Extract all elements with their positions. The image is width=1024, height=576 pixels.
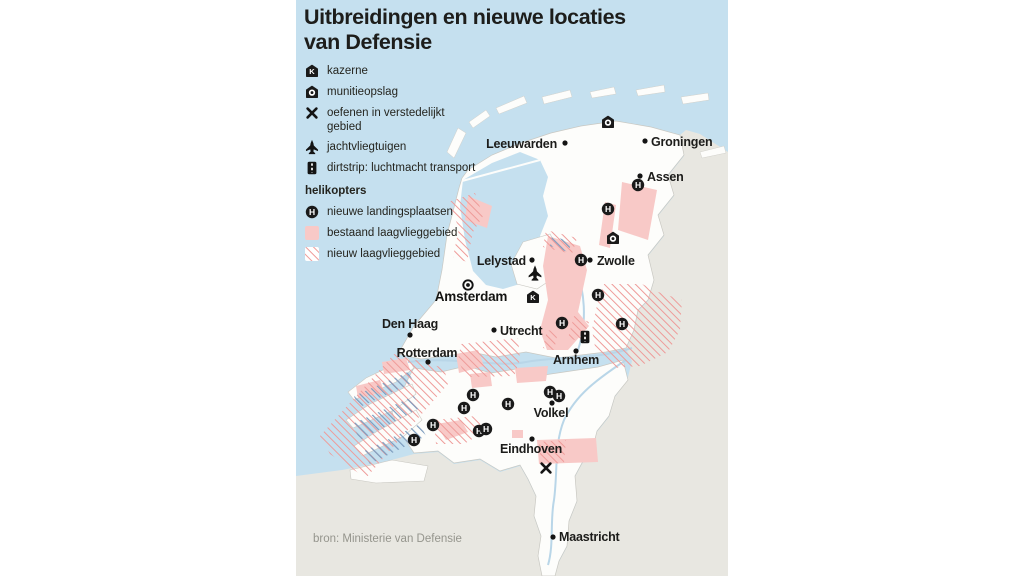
munitieopslag-icon [603,117,613,128]
legend-label: jachtvliegtuigen [327,141,407,154]
dirtstrip-icon [304,160,320,176]
legend-label: oefenen in verstedelijkt gebied [327,107,445,133]
legend-item-heli-landingsplaatsen [304,205,476,220]
legend-item-jachtvliegtuigen [304,140,476,155]
nieuw-laagvlieggebied-swatch [304,246,320,262]
heli-landingsplaats-icon [502,398,514,410]
source-credit: bron: Ministerie van Defensie [313,533,462,545]
defense-map-infographic [296,0,728,576]
legend-item-bestaand-laagvlieggebied [304,226,476,241]
legend-label: dirtstrip: luchtmacht transport [327,162,476,175]
heli-landingsplaats-icon [408,434,420,446]
city-label-utrecht: Utrecht [500,324,543,338]
kazerne-icon [528,292,538,303]
kazerne-icon [304,63,320,79]
city-label-rotterdam: Rotterdam [396,346,458,360]
legend [304,64,476,268]
city-label-lelystad: Lelystad [476,254,526,268]
heli-landingsplaats-icon [304,204,320,220]
city-dot [562,140,567,145]
heli-landingsplaats-icon [467,389,479,401]
bestaand-laagvlieggebied-swatch [304,225,320,241]
city-dot [529,436,534,441]
city-label-assen: Assen [647,170,684,184]
city-dot [637,173,642,178]
city-dot [587,257,592,262]
city-dot [549,400,554,405]
city-dot [407,332,412,337]
munitieopslag-icon [304,84,320,100]
heli-landingsplaats-icon [632,179,644,191]
city-label-groningen: Groningen [651,135,713,149]
legend-item-munitieopslag [304,85,476,100]
heli-landingsplaats-icon [553,390,565,402]
city-dot [550,534,555,539]
heli-landingsplaats-icon [575,254,587,266]
city-label-amsterdam: Amsterdam [434,289,508,304]
legend-item-kazerne [304,64,476,79]
city-label-leeuwarden: Leeuwarden [486,137,557,151]
munitieopslag-icon [608,233,618,244]
heli-landingsplaats-icon [592,289,604,301]
heli-landingsplaats-icon [458,402,470,414]
city-label-den-haag: Den Haag [381,317,439,331]
city-dot [529,257,534,262]
dirtstrip-icon [581,331,590,343]
heli-landingsplaats-icon [480,423,492,435]
legend-subheading: helikopters [305,185,367,198]
city-label-volkel: Volkel [533,406,569,420]
city-label-maastricht: Maastricht [559,530,620,544]
legend-label: kazerne [327,65,368,77]
heli-landingsplaats-icon [616,318,628,330]
city-dot [425,359,430,364]
jachtvliegtuig-icon [304,139,320,155]
heli-landingsplaats-icon [602,203,614,215]
legend-label: nieuwe landingsplaatsen [327,205,453,218]
city-label-eindhoven: Eindhoven [499,442,563,456]
legend-item-nieuw-laagvlieggebied [304,247,476,262]
city-label-arnhem: Arnhem [552,353,600,367]
city-dot [642,138,647,143]
legend-label: munitieopslag [327,86,398,98]
legend-label: bestaand laagvlieggebied [327,226,458,239]
page-title: Uitbreidingen en nieuwe locaties van Defensie [304,5,626,55]
legend-item-oefenen [304,106,476,134]
city-dot [491,327,496,332]
legend-label: nieuw laagvlieggebied [327,247,441,260]
legend-item-dirtstrip [304,161,476,176]
heli-landingsplaats-icon [427,419,439,431]
heli-landingsplaats-icon [556,317,568,329]
city-label-zwolle: Zwolle [597,254,635,268]
oefenen-x-icon [304,105,320,121]
